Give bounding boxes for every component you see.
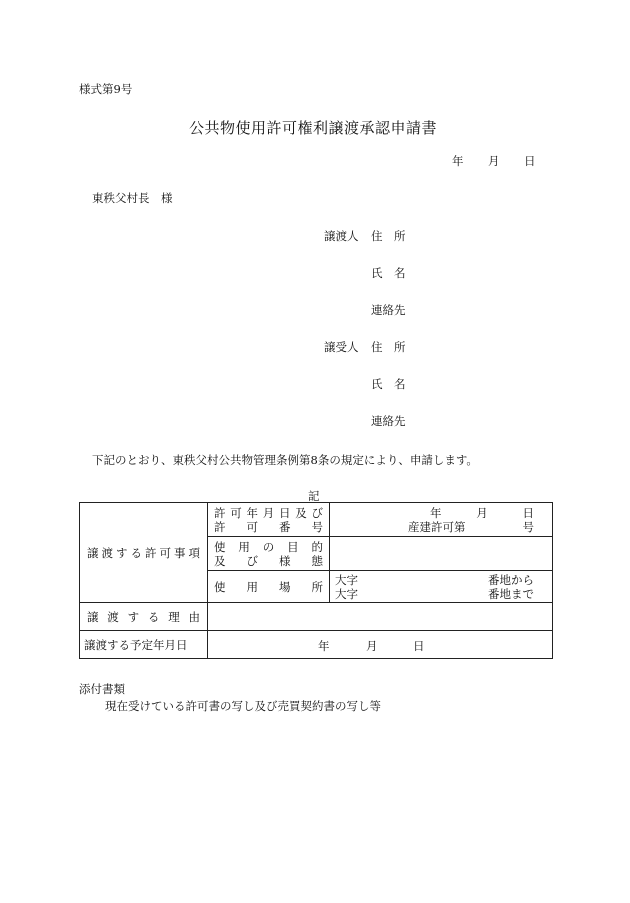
form-number: 様式第9号: [79, 82, 133, 96]
purpose-value-cell[interactable]: [330, 537, 553, 571]
transferee-role: 譲受人: [324, 340, 359, 354]
transferee-address-label: 住 所: [371, 340, 406, 354]
date-year-label: 年: [452, 154, 464, 168]
date-month-label: 月: [488, 154, 500, 168]
transferee-name-label: 氏 名: [371, 377, 406, 391]
planned-date-label-cell: 譲渡する予定年月日: [80, 631, 208, 659]
permit-transfer-table: [79, 502, 553, 659]
transferor-name-label: 氏 名: [371, 266, 406, 280]
attachments-heading: 添付書類: [79, 682, 125, 696]
reason-value-cell[interactable]: [208, 603, 553, 631]
attachments-text: 現在受けている許可書の写し及び売買契約書の写し等: [105, 699, 381, 713]
permit-date-label-cell: 許 可 年 月 日 及 び 許 可 番 号: [208, 503, 330, 537]
place-label-cell: 使 用 場 所: [208, 571, 330, 603]
ki-heading: 記: [308, 489, 320, 503]
planned-date-value-cell[interactable]: 年 月 日: [208, 631, 553, 659]
transferee-contact-label: 連絡先: [371, 414, 406, 428]
section-label-cell: 譲 渡 す る 許 可 事 項: [80, 503, 208, 603]
transferor-address-label: 住 所: [371, 229, 406, 243]
transferor-contact-label: 連絡先: [371, 303, 406, 317]
date-day-label: 日: [524, 154, 536, 168]
reason-label-cell: 譲 渡 す る 理 由: [80, 603, 208, 631]
transferor-role: 譲渡人: [324, 229, 359, 243]
body-text: 下記のとおり、東秩父村公共物管理条例第8条の規定により、申請します。: [92, 453, 478, 467]
page-title: 公共物使用許可権利譲渡承認申請書: [189, 119, 438, 137]
purpose-label-cell: 使 用 の 目 的 及 び 様 態: [208, 537, 330, 571]
addressee: 東秩父村長 様: [92, 191, 173, 205]
place-value-cell[interactable]: 大字 番地から 大字 番地まで: [330, 571, 553, 603]
permit-date-value-cell[interactable]: 年 月 日 産建許可第 号: [330, 503, 553, 537]
